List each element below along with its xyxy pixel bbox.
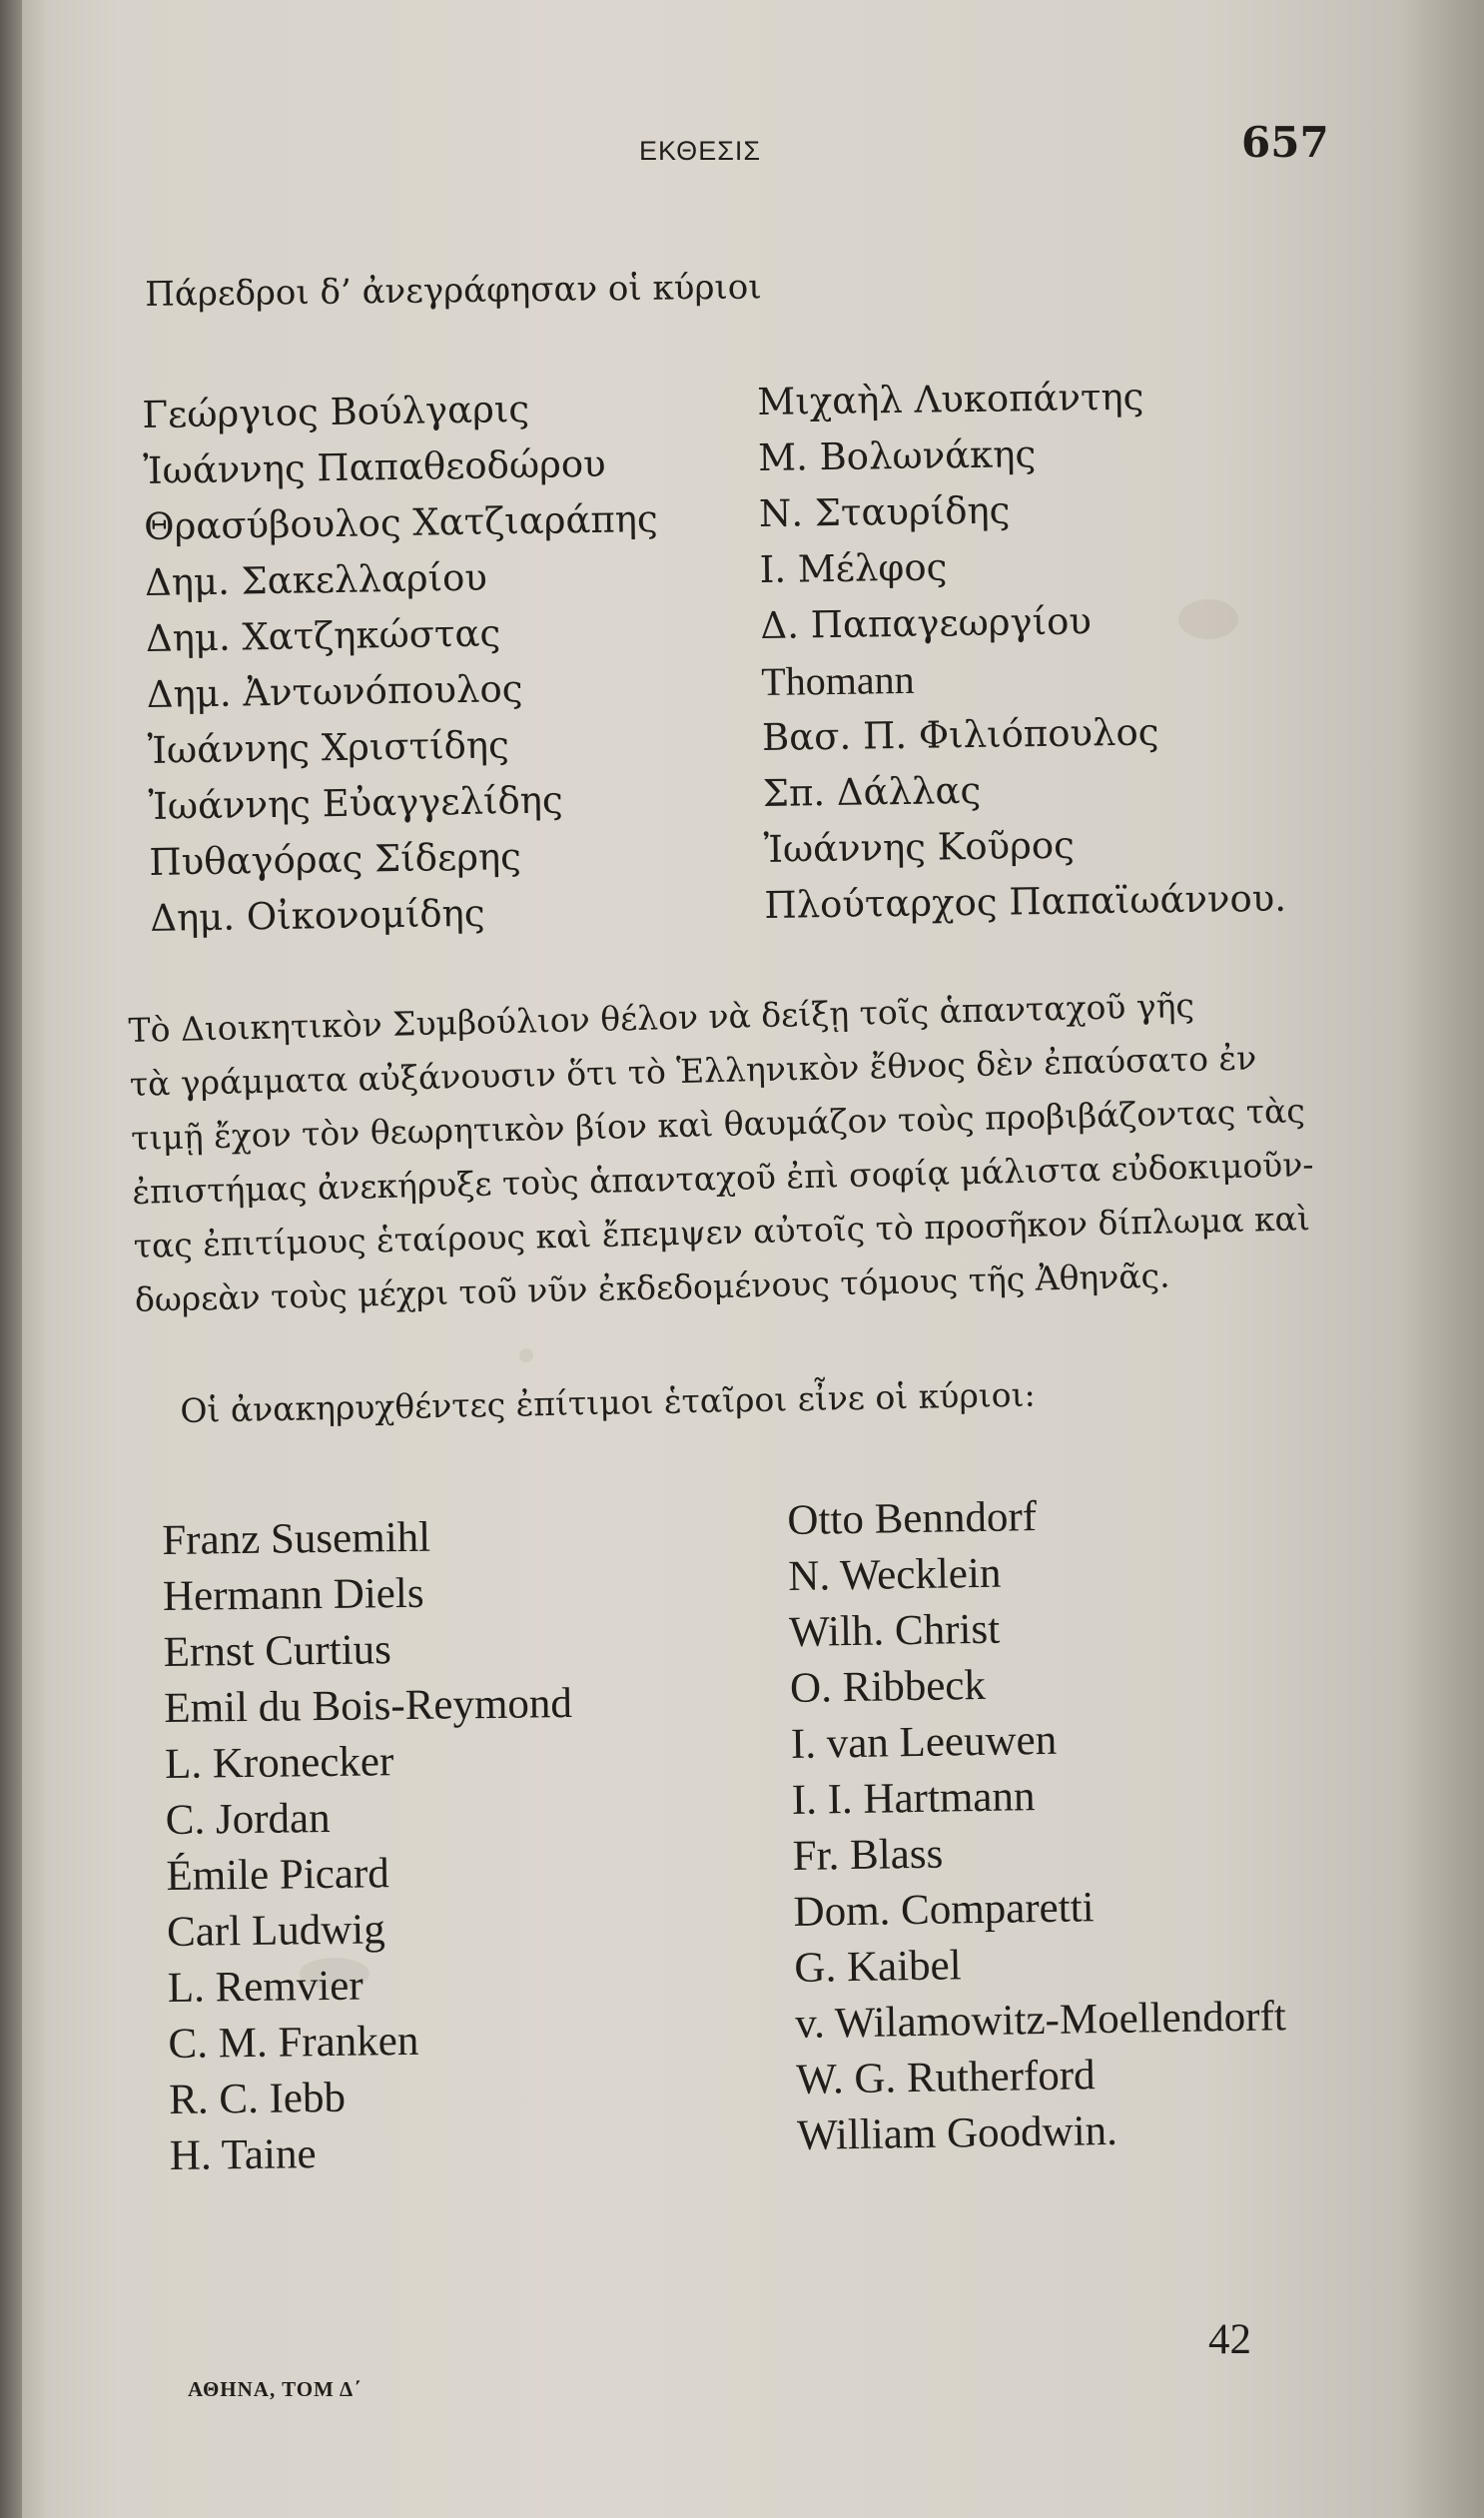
list-item: Θρασύβουλος Χατζιαράπης	[143, 496, 658, 548]
list-item: I. van Leeuwen	[790, 1716, 1058, 1768]
list-item: O. Ribbeck	[789, 1661, 987, 1712]
list-item: v. Wilamowitz-Moellendorft	[794, 1993, 1287, 2048]
list-item: I. I. Hartmann	[791, 1773, 1036, 1824]
list-item: Δημ. Ἀντωνόπουλος	[146, 667, 523, 716]
list-item: Σπ. Δάλλας	[762, 768, 982, 815]
list-item: Βασ. Π. Φιλιόπουλος	[761, 710, 1159, 759]
list-item: William Goodwin.	[796, 2106, 1118, 2159]
list-item: C. M. Franken	[168, 2017, 419, 2068]
list-item: Fr. Blass	[792, 1830, 944, 1880]
greek-names-left-column	[142, 380, 664, 947]
list-item: Ἰωάννης Εὐαγγελίδης	[148, 778, 563, 828]
paragraph-line: Τὸ Διοικητικὸν Συμβούλιον θέλον νὰ δείξῃ τοῖς ἁπανταχοῦ γῆς	[128, 985, 1195, 1050]
list-item: Δημ. Οἰκονομίδης	[150, 891, 485, 940]
list-item: Πυθαγόρας Σίδερης	[149, 835, 522, 884]
running-head: ΕΚΘΕΣΙΣ	[639, 136, 762, 166]
list-item: Ι. Μέλφος	[759, 545, 948, 591]
list-item: Thomann	[760, 656, 915, 704]
list-item: Μ. Βολωνάκης	[757, 432, 1037, 479]
list-item: Πλούταρχος Παπαϊωάννου.	[764, 876, 1287, 927]
list-item: Émile Picard	[166, 1850, 390, 1900]
list-item: Ἰωάννης Χριστίδης	[147, 723, 510, 772]
paragraph-line: ἐπιστήμας ἀνεκήρυξε τοὺς ἁπανταχοῦ ἐπὶ σοφίᾳ μάλιστα εὐδοκιμοῦν-	[131, 1145, 1314, 1212]
list-item: Δημ. Σακελλαρίου	[144, 555, 488, 604]
page-number: 657	[1241, 118, 1329, 167]
announcement-line: Οἱ ἀνακηρυχθέντες ἐπίτιμοι ἑταῖροι εἶνε οἱ κύριοι:	[180, 1374, 1036, 1430]
list-item: Μιχαὴλ Λυκοπάντης	[757, 375, 1144, 423]
list-item: Δημ. Χατζηκώστας	[145, 611, 501, 660]
list-item: R. C. Iebb	[168, 2074, 347, 2123]
list-item: W. G. Rutherford	[795, 2052, 1096, 2103]
list-item: Ernst Curtius	[163, 1626, 392, 1676]
list-item: L. Remvier	[167, 1962, 364, 2012]
list-item: Emil du Bois-Reymond	[164, 1679, 573, 1732]
paragraph-line: τας ἐπιτίμους ἑταίρους καὶ ἔπεμψεν αὐτοῖς τὸ προσῆκον δίπλωμα καὶ	[133, 1199, 1311, 1265]
list-item: Γεώργιος Βούλγαρις	[142, 387, 530, 436]
list-item: N. Wecklein	[787, 1549, 1002, 1600]
body-paragraph	[128, 975, 1363, 1327]
latin-names-right-column	[787, 1485, 1288, 2164]
list-item: Wilh. Christ	[788, 1605, 1001, 1656]
signature-mark: 42	[1208, 2316, 1251, 2363]
list-item: Franz Susemihl	[162, 1513, 431, 1564]
list-item: Carl Ludwig	[166, 1906, 385, 1956]
paragraph-line: τὰ γράμματα αὐξάνουσιν ὅτι τὸ Ἑλληνικὸν ἔθνος δὲν ἐπαύσατο ἐν	[129, 1038, 1257, 1104]
list-item: L. Kronecker	[164, 1738, 394, 1788]
greek-names-right-column	[757, 368, 1286, 934]
list-item: G. Kaibel	[794, 1942, 962, 1992]
list-item: Δ. Παπαγεωργίου	[760, 599, 1093, 647]
list-item: C. Jordan	[165, 1794, 331, 1844]
list-item: Hermann Diels	[162, 1569, 424, 1620]
list-item: Ἰωάννης Παπαθεοδώρου	[142, 441, 606, 492]
latin-names-left-column	[162, 1508, 578, 2184]
list-item: Dom. Comparetti	[793, 1884, 1095, 1936]
list-item: Otto Benndorf	[787, 1493, 1038, 1544]
paper-speck	[519, 1348, 533, 1362]
paragraph-line: τιμῇ ἔχον τὸν θεωρητικὸν βίον καὶ θαυμάζον τοὺς προβιβάζοντας τὰς	[130, 1091, 1306, 1158]
list-item: Ν. Σταυρίδης	[758, 488, 1011, 535]
paragraph-line: δωρεὰν τοὺς μέχρι τοῦ νῦν ἐκδεδομένους τόμους τῆς Ἀθηνᾶς.	[134, 1256, 1170, 1319]
intro-line: Πάρεδροι δ’ ἀνεγράφησαν οἱ κύριοι	[145, 267, 762, 315]
list-item: Ἰωάννης Κοῦρος	[763, 823, 1076, 871]
list-item: H. Taine	[169, 2130, 317, 2179]
journal-footer: ΑΘΗΝΑ, ΤΟΜ Δ΄	[188, 2377, 363, 2401]
